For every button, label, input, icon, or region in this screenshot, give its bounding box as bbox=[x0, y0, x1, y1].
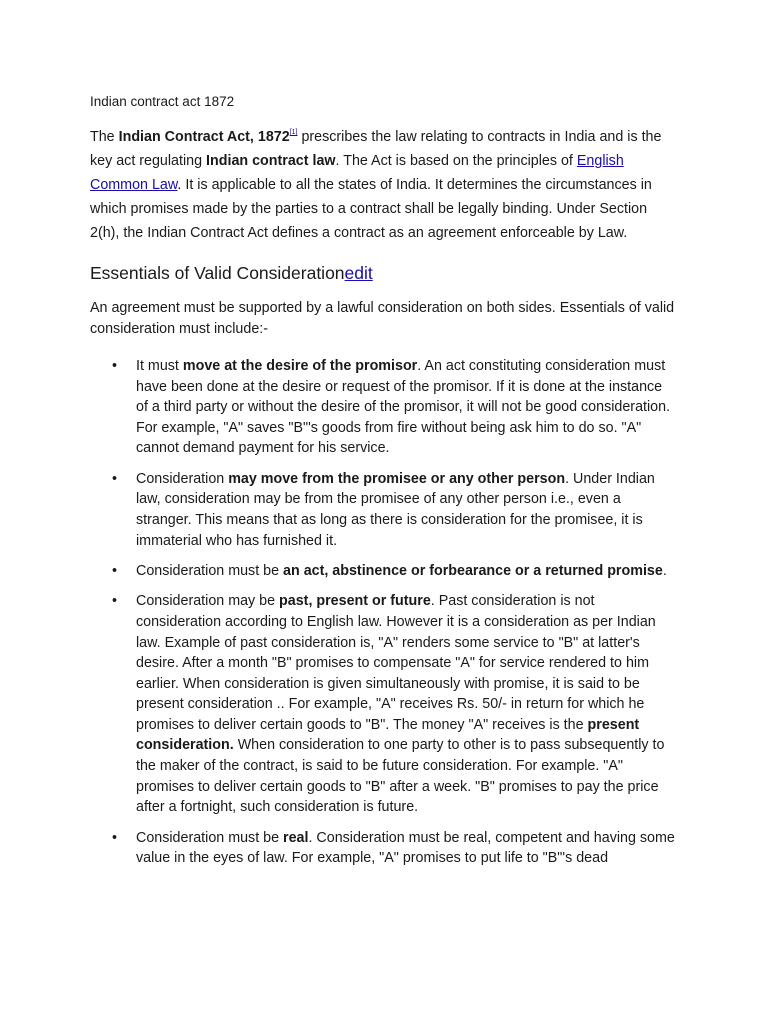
essentials-list bbox=[90, 356, 678, 869]
bullet-icon: • bbox=[112, 829, 118, 846]
item-text: It must bbox=[136, 358, 183, 374]
intro-paragraph bbox=[90, 125, 678, 245]
edit-link[interactable]: edit bbox=[344, 263, 373, 283]
item-text: Consideration must be bbox=[136, 562, 284, 579]
intro-text: . The Act is based on the principles of bbox=[335, 153, 577, 169]
bullet-icon: • bbox=[112, 358, 118, 374]
item-emphasis: present consideration. bbox=[136, 716, 640, 754]
item-emphasis: move at the desire of the promisor bbox=[182, 358, 418, 374]
item-text: When consideration to one party to other is to pass subsequently to the maker of the contract, is said to be future consideration. For example. "A" promises to deliver certain goods to "B" after a week. "B" promises to pay the price after a fortnight, such consideration is future. bbox=[136, 737, 665, 816]
english-common-law-link[interactable]: English Common Law bbox=[90, 153, 624, 193]
item-text: Consideration must be bbox=[136, 829, 284, 846]
bullet-icon: • bbox=[112, 470, 118, 487]
list-item bbox=[90, 356, 678, 459]
intro-text: prescribes the law relating to contracts in India and is the key act regulating bbox=[90, 129, 662, 169]
section-heading bbox=[90, 261, 678, 285]
item-emphasis: may move from the promisee or any other person bbox=[228, 470, 566, 487]
item-emphasis: real bbox=[283, 829, 309, 846]
item-text: . Under Indian law, consideration may be from the promisee of any other person i.e., even a stranger. This means that as long as there is consideration for the promisee, it is immaterial who has furnished it. bbox=[136, 470, 655, 549]
bullet-icon: • bbox=[112, 562, 118, 579]
list-item bbox=[90, 828, 678, 869]
section-paragraph: An agreement must be supported by a lawful consideration on both sides. Essentials of valid consideration must include:- bbox=[90, 300, 675, 337]
item-text: Consideration may be bbox=[136, 593, 280, 610]
item-text: . Past consideration is not consideration according to English law. However it is a consideration as per Indian law. Example of past consideration is, "A" renders some service to "B" at latter's desire. After a month "B" promises to compensate "A" for service rendered to him earlier. When consideration is given simultaneously with promise, it is said to be present consideration .. For example, "A" receives Rs. 50/- in return for which he promises to deliver certain goods to "B". The money "A" receives is the bbox=[136, 593, 656, 733]
bullet-icon: • bbox=[112, 593, 118, 610]
footnote-link[interactable]: [1] bbox=[289, 129, 298, 136]
list-item bbox=[90, 591, 678, 818]
list-item bbox=[90, 469, 678, 551]
document-title: Indian contract act 1872 bbox=[90, 94, 235, 109]
item-text: . Consideration must be real, competent and having some value in the eyes of law. For example, "A" promises to put life to "B"'s dead bbox=[136, 829, 675, 867]
item-emphasis: past, present or future bbox=[279, 593, 431, 610]
intro-text: . It is applicable to all the states of India. It determines the circumstances in which promises made by the parties to a contract shall be legally binding. Under Section 2(h), the Indian Contract Act defines a contract as an agreement enforceable by Law. bbox=[90, 177, 652, 241]
intro-text: The bbox=[90, 129, 119, 145]
law-name: Indian contract law bbox=[206, 153, 336, 169]
item-text: . An act constituting consideration must have been done at the desire or request of the promisor. If it is done at the instance of a third party or without the desire of the promisor, it will not be good consideration. For example, "A" saves "B"'s goods from fire without being ask him to do so. "A" cannot demand payment for his service. bbox=[136, 358, 671, 457]
section-heading-text: Essentials of Valid Consideration bbox=[90, 263, 345, 283]
list-item bbox=[90, 561, 678, 582]
item-text: . bbox=[662, 562, 667, 579]
item-emphasis: an act, abstinence or forbearance or a returned promise bbox=[283, 562, 663, 579]
item-text: Consideration bbox=[136, 470, 229, 487]
document-page bbox=[90, 93, 678, 879]
act-name: Indian Contract Act, 1872 bbox=[118, 129, 290, 145]
